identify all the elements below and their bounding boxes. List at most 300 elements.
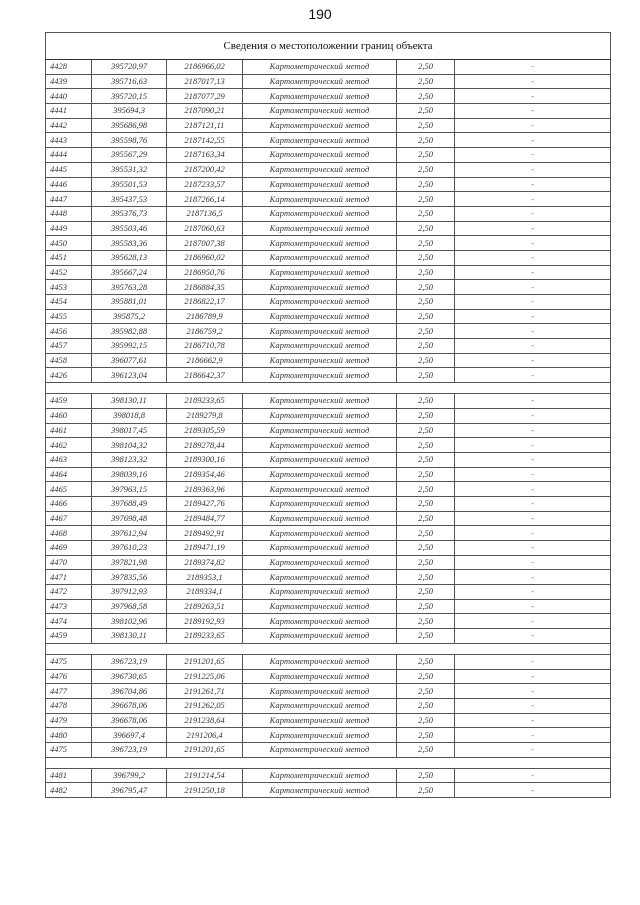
accuracy-cell: 2,50 bbox=[397, 570, 455, 585]
note-cell: - bbox=[455, 250, 611, 265]
point-number-cell: 4444 bbox=[46, 148, 92, 163]
accuracy-cell: 2,50 bbox=[397, 783, 455, 798]
method-cell: Картометрический метод bbox=[243, 768, 397, 783]
accuracy-cell: 2,50 bbox=[397, 89, 455, 104]
table-row bbox=[46, 482, 611, 497]
table-row bbox=[46, 713, 611, 728]
accuracy-cell: 2,50 bbox=[397, 295, 455, 310]
coord-y-cell: 2191238,64 bbox=[167, 713, 243, 728]
point-number-cell: 4471 bbox=[46, 570, 92, 585]
accuracy-cell: 2,50 bbox=[397, 148, 455, 163]
coord-x-cell: 395503,46 bbox=[92, 221, 167, 236]
point-number-cell: 4473 bbox=[46, 599, 92, 614]
table-row bbox=[46, 309, 611, 324]
point-number-cell: 4426 bbox=[46, 368, 92, 383]
note-cell: - bbox=[455, 614, 611, 629]
coord-y-cell: 2191214,54 bbox=[167, 768, 243, 783]
point-number-cell: 4465 bbox=[46, 482, 92, 497]
method-cell: Картометрический метод bbox=[243, 541, 397, 556]
method-cell: Картометрический метод bbox=[243, 585, 397, 600]
separator-cell bbox=[46, 757, 611, 768]
accuracy-cell: 2,50 bbox=[397, 250, 455, 265]
block-separator bbox=[46, 643, 611, 654]
method-cell: Картометрический метод bbox=[243, 118, 397, 133]
point-number-cell: 4458 bbox=[46, 353, 92, 368]
note-cell: - bbox=[455, 482, 611, 497]
method-cell: Картометрический метод bbox=[243, 698, 397, 713]
note-cell: - bbox=[455, 467, 611, 482]
table-row bbox=[46, 408, 611, 423]
accuracy-cell: 2,50 bbox=[397, 438, 455, 453]
table-row bbox=[46, 280, 611, 295]
coord-y-cell: 2189300,16 bbox=[167, 452, 243, 467]
method-cell: Картометрический метод bbox=[243, 669, 397, 684]
separator-cell bbox=[46, 643, 611, 654]
note-cell: - bbox=[455, 206, 611, 221]
coord-y-cell: 2187233,57 bbox=[167, 177, 243, 192]
coord-x-cell: 395598,76 bbox=[92, 133, 167, 148]
coord-x-cell: 396730,65 bbox=[92, 669, 167, 684]
method-cell: Картометрический метод bbox=[243, 599, 397, 614]
coord-y-cell: 2189363,96 bbox=[167, 482, 243, 497]
coord-x-cell: 398102,96 bbox=[92, 614, 167, 629]
point-number-cell: 4482 bbox=[46, 783, 92, 798]
table-row bbox=[46, 295, 611, 310]
method-cell: Картометрический метод bbox=[243, 496, 397, 511]
point-number-cell: 4475 bbox=[46, 742, 92, 757]
coord-x-cell: 396123,04 bbox=[92, 368, 167, 383]
coord-y-cell: 2186642,37 bbox=[167, 368, 243, 383]
table-row bbox=[46, 104, 611, 119]
coord-y-cell: 2186710,78 bbox=[167, 339, 243, 354]
coord-x-cell: 396678,06 bbox=[92, 713, 167, 728]
accuracy-cell: 2,50 bbox=[397, 280, 455, 295]
method-cell: Картометрический метод bbox=[243, 250, 397, 265]
coord-x-cell: 396723,19 bbox=[92, 742, 167, 757]
coord-x-cell: 396697,4 bbox=[92, 728, 167, 743]
coord-x-cell: 395992,15 bbox=[92, 339, 167, 354]
note-cell: - bbox=[455, 629, 611, 644]
accuracy-cell: 2,50 bbox=[397, 713, 455, 728]
accuracy-cell: 2,50 bbox=[397, 669, 455, 684]
accuracy-cell: 2,50 bbox=[397, 177, 455, 192]
point-number-cell: 4448 bbox=[46, 206, 92, 221]
note-cell: - bbox=[455, 118, 611, 133]
method-cell: Картометрический метод bbox=[243, 555, 397, 570]
point-number-cell: 4480 bbox=[46, 728, 92, 743]
method-cell: Картометрический метод bbox=[243, 742, 397, 757]
coord-y-cell: 2191262,05 bbox=[167, 698, 243, 713]
accuracy-cell: 2,50 bbox=[397, 118, 455, 133]
note-cell: - bbox=[455, 555, 611, 570]
coord-x-cell: 396799,2 bbox=[92, 768, 167, 783]
method-cell: Картометрический метод bbox=[243, 654, 397, 669]
accuracy-cell: 2,50 bbox=[397, 684, 455, 699]
note-cell: - bbox=[455, 368, 611, 383]
note-cell: - bbox=[455, 511, 611, 526]
note-cell: - bbox=[455, 221, 611, 236]
table-row bbox=[46, 496, 611, 511]
accuracy-cell: 2,50 bbox=[397, 206, 455, 221]
accuracy-cell: 2,50 bbox=[397, 60, 455, 75]
table-row bbox=[46, 250, 611, 265]
table-row bbox=[46, 728, 611, 743]
coord-x-cell: 395875,2 bbox=[92, 309, 167, 324]
point-number-cell: 4469 bbox=[46, 541, 92, 556]
method-cell: Картометрический метод bbox=[243, 511, 397, 526]
accuracy-cell: 2,50 bbox=[397, 654, 455, 669]
note-cell: - bbox=[455, 148, 611, 163]
block-separator bbox=[46, 757, 611, 768]
coord-x-cell: 396077,61 bbox=[92, 353, 167, 368]
point-number-cell: 4456 bbox=[46, 324, 92, 339]
method-cell: Картометрический метод bbox=[243, 467, 397, 482]
accuracy-cell: 2,50 bbox=[397, 541, 455, 556]
point-number-cell: 4475 bbox=[46, 654, 92, 669]
coord-y-cell: 2187060,63 bbox=[167, 221, 243, 236]
table-row bbox=[46, 783, 611, 798]
accuracy-cell: 2,50 bbox=[397, 526, 455, 541]
point-number-cell: 4453 bbox=[46, 280, 92, 295]
coord-y-cell: 2189233,65 bbox=[167, 629, 243, 644]
point-number-cell: 4457 bbox=[46, 339, 92, 354]
method-cell: Картометрический метод bbox=[243, 629, 397, 644]
method-cell: Картометрический метод bbox=[243, 309, 397, 324]
method-cell: Картометрический метод bbox=[243, 783, 397, 798]
accuracy-cell: 2,50 bbox=[397, 236, 455, 251]
method-cell: Картометрический метод bbox=[243, 236, 397, 251]
note-cell: - bbox=[455, 74, 611, 89]
coord-x-cell: 396704,86 bbox=[92, 684, 167, 699]
table-row bbox=[46, 599, 611, 614]
coord-x-cell: 398130,11 bbox=[92, 394, 167, 409]
table-row bbox=[46, 570, 611, 585]
coord-x-cell: 397698,48 bbox=[92, 511, 167, 526]
note-cell: - bbox=[455, 768, 611, 783]
coord-y-cell: 2189427,76 bbox=[167, 496, 243, 511]
coord-y-cell: 2187007,38 bbox=[167, 236, 243, 251]
coord-x-cell: 395628,13 bbox=[92, 250, 167, 265]
coord-x-cell: 396795,47 bbox=[92, 783, 167, 798]
accuracy-cell: 2,50 bbox=[397, 698, 455, 713]
table-row bbox=[46, 452, 611, 467]
coord-y-cell: 2189233,65 bbox=[167, 394, 243, 409]
coord-y-cell: 2189354,46 bbox=[167, 467, 243, 482]
point-number-cell: 4468 bbox=[46, 526, 92, 541]
accuracy-cell: 2,50 bbox=[397, 394, 455, 409]
coord-x-cell: 396723,19 bbox=[92, 654, 167, 669]
point-number-cell: 4463 bbox=[46, 452, 92, 467]
method-cell: Картометрический метод bbox=[243, 423, 397, 438]
coord-y-cell: 2186789,9 bbox=[167, 309, 243, 324]
accuracy-cell: 2,50 bbox=[397, 309, 455, 324]
page-number: 190 bbox=[308, 6, 332, 22]
coord-x-cell: 397835,56 bbox=[92, 570, 167, 585]
accuracy-cell: 2,50 bbox=[397, 221, 455, 236]
point-number-cell: 4467 bbox=[46, 511, 92, 526]
coord-x-cell: 398018,8 bbox=[92, 408, 167, 423]
note-cell: - bbox=[455, 236, 611, 251]
note-cell: - bbox=[455, 541, 611, 556]
accuracy-cell: 2,50 bbox=[397, 324, 455, 339]
method-cell: Картометрический метод bbox=[243, 74, 397, 89]
method-cell: Картометрический метод bbox=[243, 265, 397, 280]
table-row bbox=[46, 236, 611, 251]
coord-x-cell: 397610,23 bbox=[92, 541, 167, 556]
table-row bbox=[46, 654, 611, 669]
table-row bbox=[46, 669, 611, 684]
note-cell: - bbox=[455, 526, 611, 541]
table-row bbox=[46, 74, 611, 89]
note-cell: - bbox=[455, 438, 611, 453]
note-cell: - bbox=[455, 496, 611, 511]
table-row bbox=[46, 265, 611, 280]
coord-x-cell: 396678,06 bbox=[92, 698, 167, 713]
table-row bbox=[46, 438, 611, 453]
point-number-cell: 4450 bbox=[46, 236, 92, 251]
note-cell: - bbox=[455, 324, 611, 339]
coord-y-cell: 2191201,65 bbox=[167, 742, 243, 757]
coord-y-cell: 2187136,5 bbox=[167, 206, 243, 221]
accuracy-cell: 2,50 bbox=[397, 728, 455, 743]
note-cell: - bbox=[455, 192, 611, 207]
coord-x-cell: 398123,32 bbox=[92, 452, 167, 467]
coord-x-cell: 395437,53 bbox=[92, 192, 167, 207]
point-number-cell: 4446 bbox=[46, 177, 92, 192]
table-row bbox=[46, 339, 611, 354]
coord-x-cell: 397963,15 bbox=[92, 482, 167, 497]
coord-x-cell: 398130,11 bbox=[92, 629, 167, 644]
table-row bbox=[46, 423, 611, 438]
table-row bbox=[46, 89, 611, 104]
point-number-cell: 4459 bbox=[46, 394, 92, 409]
coord-y-cell: 2186759,2 bbox=[167, 324, 243, 339]
method-cell: Картометрический метод bbox=[243, 438, 397, 453]
accuracy-cell: 2,50 bbox=[397, 629, 455, 644]
table-row bbox=[46, 192, 611, 207]
coord-y-cell: 2186822,17 bbox=[167, 295, 243, 310]
point-number-cell: 4441 bbox=[46, 104, 92, 119]
separator-cell bbox=[46, 383, 611, 394]
note-cell: - bbox=[455, 162, 611, 177]
method-cell: Картометрический метод bbox=[243, 295, 397, 310]
accuracy-cell: 2,50 bbox=[397, 599, 455, 614]
coord-y-cell: 2189484,77 bbox=[167, 511, 243, 526]
method-cell: Картометрический метод bbox=[243, 728, 397, 743]
table-row bbox=[46, 541, 611, 556]
note-cell: - bbox=[455, 133, 611, 148]
note-cell: - bbox=[455, 309, 611, 324]
method-cell: Картометрический метод bbox=[243, 162, 397, 177]
note-cell: - bbox=[455, 742, 611, 757]
coord-y-cell: 2186950,76 bbox=[167, 265, 243, 280]
method-cell: Картометрический метод bbox=[243, 452, 397, 467]
coord-x-cell: 395531,32 bbox=[92, 162, 167, 177]
point-number-cell: 4455 bbox=[46, 309, 92, 324]
coord-y-cell: 2186662,9 bbox=[167, 353, 243, 368]
method-cell: Картометрический метод bbox=[243, 280, 397, 295]
coord-x-cell: 398104,32 bbox=[92, 438, 167, 453]
accuracy-cell: 2,50 bbox=[397, 467, 455, 482]
point-number-cell: 4452 bbox=[46, 265, 92, 280]
coord-x-cell: 397688,49 bbox=[92, 496, 167, 511]
point-number-cell: 4466 bbox=[46, 496, 92, 511]
coord-y-cell: 2191206,4 bbox=[167, 728, 243, 743]
coord-y-cell: 2189263,51 bbox=[167, 599, 243, 614]
method-cell: Картометрический метод bbox=[243, 614, 397, 629]
note-cell: - bbox=[455, 684, 611, 699]
table-row bbox=[46, 742, 611, 757]
coord-y-cell: 2187142,55 bbox=[167, 133, 243, 148]
coord-x-cell: 395881,01 bbox=[92, 295, 167, 310]
note-cell: - bbox=[455, 698, 611, 713]
table-row bbox=[46, 368, 611, 383]
point-number-cell: 4478 bbox=[46, 698, 92, 713]
note-cell: - bbox=[455, 728, 611, 743]
coord-x-cell: 398017,45 bbox=[92, 423, 167, 438]
coord-y-cell: 2187017,13 bbox=[167, 74, 243, 89]
coord-y-cell: 2189353,1 bbox=[167, 570, 243, 585]
point-number-cell: 4447 bbox=[46, 192, 92, 207]
coord-y-cell: 2191225,06 bbox=[167, 669, 243, 684]
coord-y-cell: 2189305,59 bbox=[167, 423, 243, 438]
accuracy-cell: 2,50 bbox=[397, 133, 455, 148]
point-number-cell: 4459 bbox=[46, 629, 92, 644]
point-number-cell: 4449 bbox=[46, 221, 92, 236]
table-row bbox=[46, 353, 611, 368]
coord-x-cell: 395720,15 bbox=[92, 89, 167, 104]
method-cell: Картометрический метод bbox=[243, 133, 397, 148]
table-row bbox=[46, 526, 611, 541]
coord-x-cell: 395694,3 bbox=[92, 104, 167, 119]
coord-x-cell: 395686,98 bbox=[92, 118, 167, 133]
coord-x-cell: 397612,94 bbox=[92, 526, 167, 541]
method-cell: Картометрический метод bbox=[243, 148, 397, 163]
block-separator bbox=[46, 383, 611, 394]
method-cell: Картометрический метод bbox=[243, 324, 397, 339]
accuracy-cell: 2,50 bbox=[397, 496, 455, 511]
table-row bbox=[46, 177, 611, 192]
accuracy-cell: 2,50 bbox=[397, 768, 455, 783]
note-cell: - bbox=[455, 408, 611, 423]
note-cell: - bbox=[455, 452, 611, 467]
accuracy-cell: 2,50 bbox=[397, 742, 455, 757]
coord-y-cell: 2186966,02 bbox=[167, 60, 243, 75]
coord-y-cell: 2189334,1 bbox=[167, 585, 243, 600]
note-cell: - bbox=[455, 265, 611, 280]
point-number-cell: 4481 bbox=[46, 768, 92, 783]
table-row bbox=[46, 162, 611, 177]
table-title: Сведения о местоположении границ объекта bbox=[46, 33, 611, 60]
table-row bbox=[46, 206, 611, 221]
note-cell: - bbox=[455, 177, 611, 192]
accuracy-cell: 2,50 bbox=[397, 192, 455, 207]
coord-x-cell: 395501,53 bbox=[92, 177, 167, 192]
point-number-cell: 4479 bbox=[46, 713, 92, 728]
point-number-cell: 4454 bbox=[46, 295, 92, 310]
accuracy-cell: 2,50 bbox=[397, 265, 455, 280]
coord-x-cell: 398039,16 bbox=[92, 467, 167, 482]
table-row bbox=[46, 148, 611, 163]
coord-y-cell: 2187163,34 bbox=[167, 148, 243, 163]
point-number-cell: 4476 bbox=[46, 669, 92, 684]
boundary-coordinates-table bbox=[45, 32, 611, 798]
accuracy-cell: 2,50 bbox=[397, 555, 455, 570]
point-number-cell: 4474 bbox=[46, 614, 92, 629]
method-cell: Картометрический метод bbox=[243, 368, 397, 383]
coord-x-cell: 395567,29 bbox=[92, 148, 167, 163]
accuracy-cell: 2,50 bbox=[397, 482, 455, 497]
accuracy-cell: 2,50 bbox=[397, 614, 455, 629]
table-row bbox=[46, 768, 611, 783]
coord-x-cell: 395720,97 bbox=[92, 60, 167, 75]
table-row bbox=[46, 118, 611, 133]
method-cell: Картометрический метод bbox=[243, 104, 397, 119]
note-cell: - bbox=[455, 104, 611, 119]
note-cell: - bbox=[455, 585, 611, 600]
accuracy-cell: 2,50 bbox=[397, 162, 455, 177]
coord-x-cell: 397968,58 bbox=[92, 599, 167, 614]
table-row bbox=[46, 614, 611, 629]
accuracy-cell: 2,50 bbox=[397, 423, 455, 438]
coord-x-cell: 395763,28 bbox=[92, 280, 167, 295]
note-cell: - bbox=[455, 295, 611, 310]
method-cell: Картометрический метод bbox=[243, 394, 397, 409]
table-row bbox=[46, 684, 611, 699]
table-row bbox=[46, 511, 611, 526]
coord-y-cell: 2187090,21 bbox=[167, 104, 243, 119]
accuracy-cell: 2,50 bbox=[397, 585, 455, 600]
point-number-cell: 4460 bbox=[46, 408, 92, 423]
method-cell: Картометрический метод bbox=[243, 206, 397, 221]
coord-y-cell: 2189192,93 bbox=[167, 614, 243, 629]
method-cell: Картометрический метод bbox=[243, 177, 397, 192]
method-cell: Картометрический метод bbox=[243, 526, 397, 541]
method-cell: Картометрический метод bbox=[243, 570, 397, 585]
coord-x-cell: 395716,63 bbox=[92, 74, 167, 89]
point-number-cell: 4428 bbox=[46, 60, 92, 75]
note-cell: - bbox=[455, 394, 611, 409]
coord-y-cell: 2187266,14 bbox=[167, 192, 243, 207]
coord-y-cell: 2186960,02 bbox=[167, 250, 243, 265]
table-row bbox=[46, 60, 611, 75]
coord-y-cell: 2189278,44 bbox=[167, 438, 243, 453]
coord-x-cell: 395982,88 bbox=[92, 324, 167, 339]
note-cell: - bbox=[455, 654, 611, 669]
table-row bbox=[46, 324, 611, 339]
table-row bbox=[46, 221, 611, 236]
coord-y-cell: 2189471,19 bbox=[167, 541, 243, 556]
note-cell: - bbox=[455, 60, 611, 75]
note-cell: - bbox=[455, 280, 611, 295]
coord-y-cell: 2186884,35 bbox=[167, 280, 243, 295]
point-number-cell: 4445 bbox=[46, 162, 92, 177]
method-cell: Картометрический метод bbox=[243, 482, 397, 497]
accuracy-cell: 2,50 bbox=[397, 339, 455, 354]
accuracy-cell: 2,50 bbox=[397, 368, 455, 383]
method-cell: Картометрический метод bbox=[243, 221, 397, 236]
accuracy-cell: 2,50 bbox=[397, 408, 455, 423]
point-number-cell: 4461 bbox=[46, 423, 92, 438]
note-cell: - bbox=[455, 339, 611, 354]
coord-y-cell: 2187077,29 bbox=[167, 89, 243, 104]
point-number-cell: 4470 bbox=[46, 555, 92, 570]
coord-y-cell: 2189279,8 bbox=[167, 408, 243, 423]
coord-y-cell: 2187200,42 bbox=[167, 162, 243, 177]
point-number-cell: 4451 bbox=[46, 250, 92, 265]
point-number-cell: 4440 bbox=[46, 89, 92, 104]
note-cell: - bbox=[455, 89, 611, 104]
